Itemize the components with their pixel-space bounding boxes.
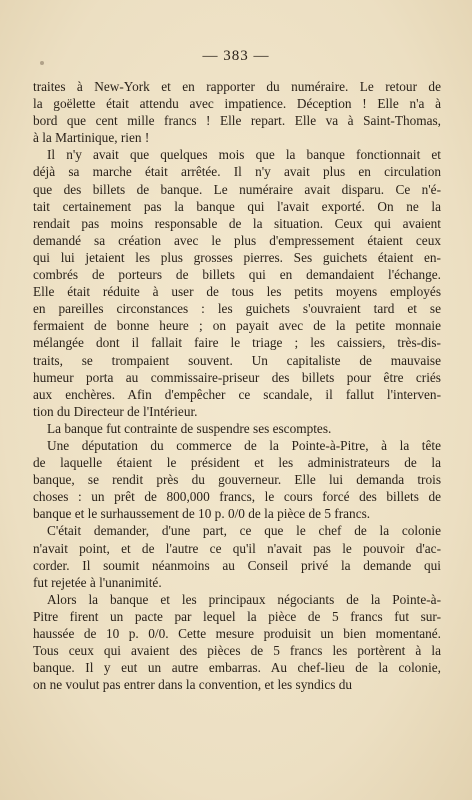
- paragraph: [33, 420, 441, 437]
- text-line: choses : un prêt de 800,000 francs, le cours forcé des billets de: [33, 489, 441, 505]
- text-line: Une députation du commerce de la Pointe-à-Pitre, à la tête: [47, 437, 441, 453]
- text-line: de laquelle étaient le président et les administrateurs de la: [33, 455, 441, 471]
- text-line: on ne voulut pas entrer dans la convention, et les syndics du: [33, 677, 353, 693]
- text-line: fut rejetée à l'unanimité.: [33, 574, 162, 590]
- text-line: aux enchères. Afin d'empêcher ce scandale, il fallut l'interven-: [33, 386, 441, 402]
- text-line: qui lui jetaient les plus grosses pierres. Ses guichets étaient en-: [33, 249, 441, 265]
- text-line: haussée de 10 p. 0/0. Cette mesure produisit un bien momentané.: [33, 626, 441, 641]
- paragraph: [33, 146, 441, 420]
- text-line: traits, se trompaient souvent. Un capitaliste de mauvaise: [33, 352, 441, 368]
- text-line: que des billets de banque. Le numéraire avait disparu. Ce n'é-: [33, 181, 441, 197]
- text-line: humeur porta au commissaire-priseur des billets pour être criés: [33, 369, 441, 385]
- text-line: banque et le surhaussement de 10 p. 0/0 de la pièce de 5 francs.: [33, 506, 371, 522]
- text-line: à la Martinique, rien !: [33, 130, 150, 146]
- text-line: bord que cent mille francs ! Elle repart. Elle va à Saint-Thomas,: [33, 113, 441, 129]
- text-line: déjà sa marche était arrêtée. Il n'y avait plus en circulation: [33, 164, 441, 180]
- text-line: corder. Il soumit néanmoins au Conseil privé la demande qui: [33, 557, 441, 573]
- paragraph: [33, 78, 441, 146]
- text-line: combrés de porteurs de billets qui en demandaient l'échange.: [33, 267, 441, 283]
- text-line: Elle était réduite à user de tous les petits moyens employés: [33, 284, 441, 300]
- text-line: n'avait point, et de l'autre ce qu'il n'avait pas le pouvoir d'ac-: [33, 540, 441, 556]
- text-line: C'était demander, d'une part, ce que le chef de la colonie: [47, 523, 441, 539]
- text-line: banque, se rendit près du gouverneur. Elle lui demanda trois: [33, 472, 441, 488]
- text-line: la goëlette était attendu avec impatience. Déception ! Elle n'a à: [33, 96, 441, 112]
- paragraph: [33, 522, 441, 590]
- text-line: La banque fut contrainte de suspendre ses escomptes.: [47, 420, 332, 436]
- text-line: banque. Il y eut un autre embarras. Au chef-lieu de la colonie,: [33, 660, 441, 676]
- text-line: Pitre firent un pacte par lequel la pièce de 5 francs fut sur-: [33, 608, 441, 624]
- text-line: Alors la banque et les principaux négociants de la Pointe-à-: [47, 591, 441, 607]
- paragraph: [33, 591, 441, 694]
- text-line: tait certainement pas la banque qui l'avait exporté. On ne la: [33, 198, 441, 214]
- text-line: Tous ceux qui avaient des pièces de 5 francs les portèrent à la: [33, 643, 441, 659]
- text-line: Il n'y avait que quelques mois que la banque fonctionnait et: [47, 147, 441, 163]
- text-line: mélangée dont il fallait faire le triage ; les caissiers, très-dis-: [33, 335, 441, 351]
- page-number: — 383 —: [202, 48, 270, 64]
- paragraph: [33, 437, 441, 522]
- text-line: rendait pas moins responsable de la situation. Ceux qui avaient: [33, 215, 441, 231]
- page-body-text: [33, 78, 441, 693]
- text-line: tion du Directeur de l'Intérieur.: [33, 403, 198, 419]
- text-line: demandé sa création avec le plus d'empressement étaient ceux: [33, 232, 441, 248]
- text-line: fermaient de bonne heure ; on payait avec de la petite monnaie: [33, 318, 441, 334]
- text-line: en pareilles circonstances : les guichets s'ouvraient tard et se: [33, 301, 441, 317]
- text-line: traites à New-York et en rapporter du numéraire. Le retour de: [33, 79, 441, 94]
